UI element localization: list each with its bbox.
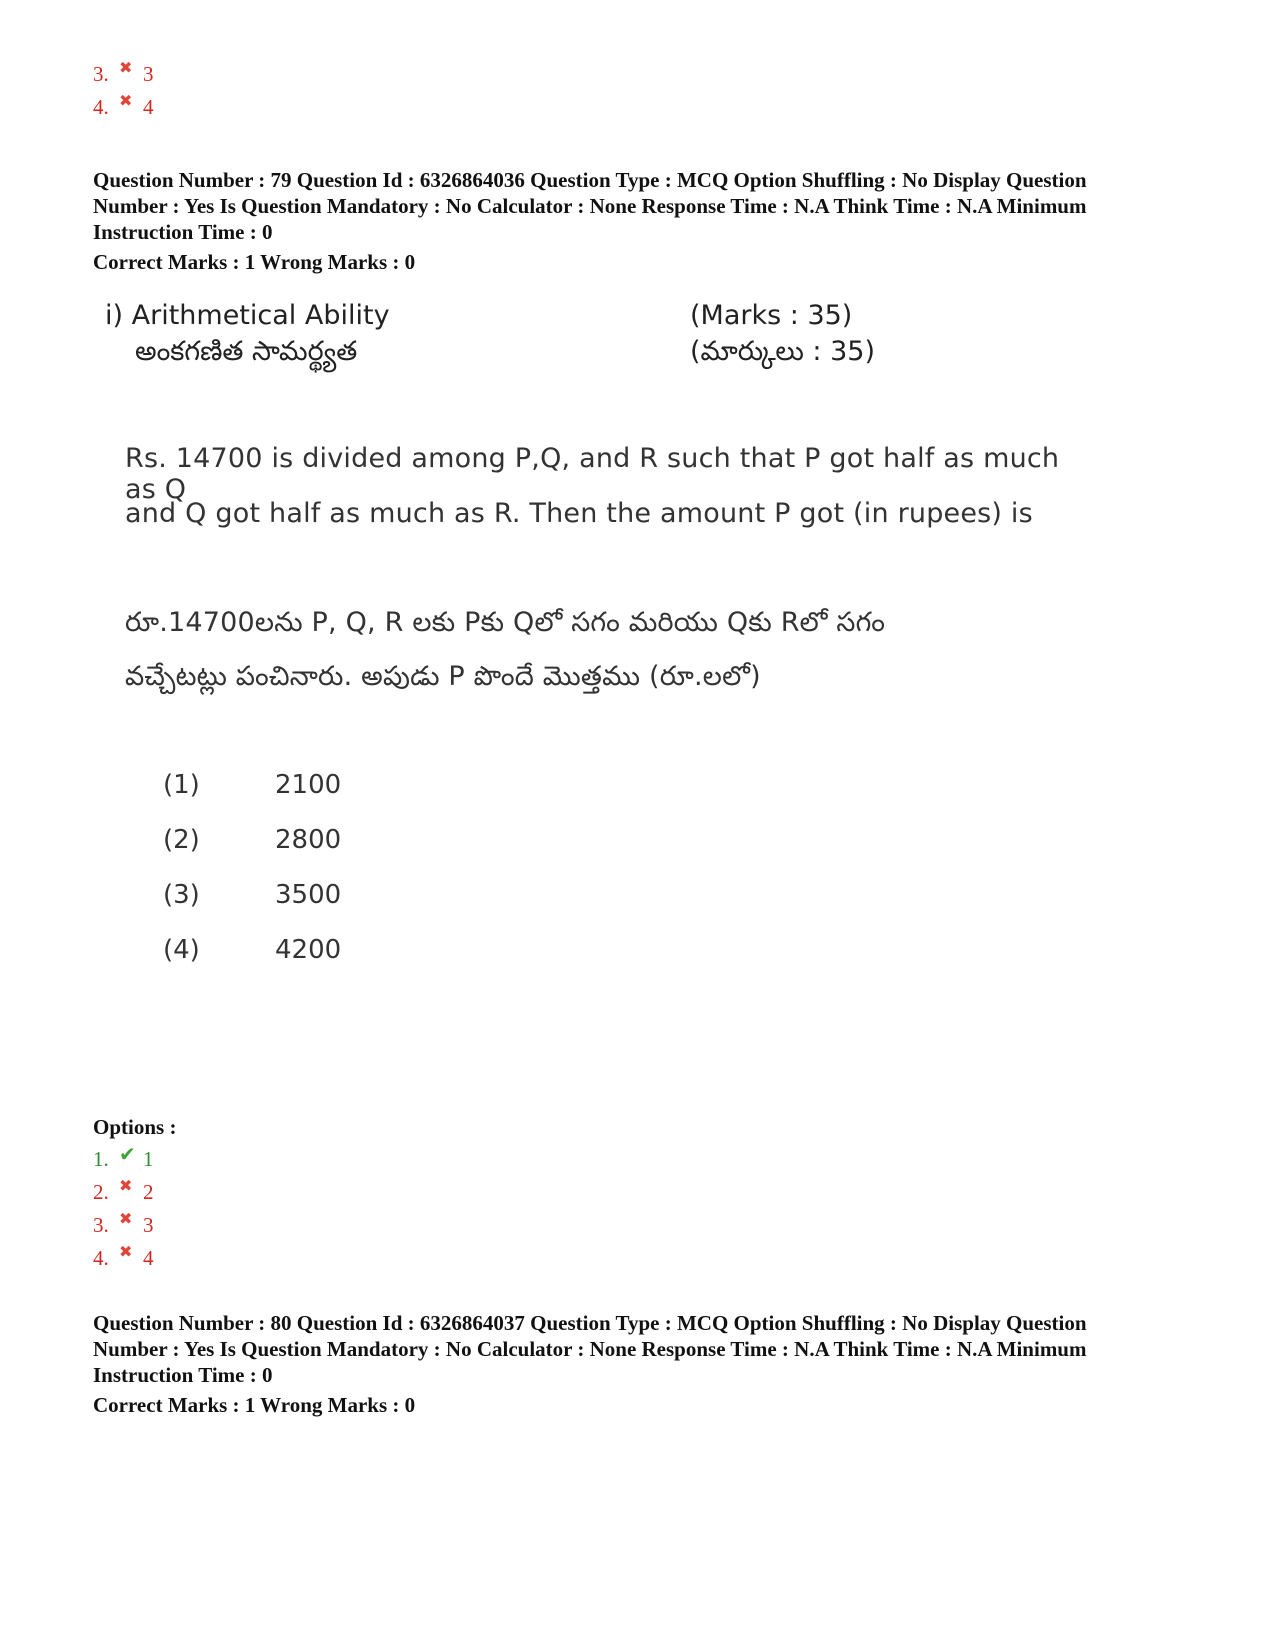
question-79-body bbox=[93, 300, 1093, 1020]
question-79-options bbox=[93, 1143, 154, 1275]
question-text-en-line2: and Q got half as much as R. Then the amount P got (in rupees) is bbox=[125, 498, 1033, 529]
section-title-en: i) Arithmetical Ability bbox=[105, 300, 390, 331]
marks-line: Correct Marks : 1 Wrong Marks : 0 bbox=[93, 250, 416, 274]
marks-line: Correct Marks : 1 Wrong Marks : 0 bbox=[93, 1393, 416, 1417]
question-79-meta bbox=[93, 167, 1193, 275]
option-number: 4. bbox=[93, 95, 109, 119]
cross-icon: ✖ bbox=[119, 1178, 133, 1195]
option-row bbox=[93, 1242, 154, 1275]
section-title-te: అంకగణిత సామర్థ్యత bbox=[135, 336, 358, 367]
option-number: 4. bbox=[93, 1246, 109, 1270]
option-row bbox=[93, 91, 154, 124]
cross-icon: ✖ bbox=[119, 1211, 133, 1228]
answer-choice bbox=[163, 935, 341, 965]
option-number: 2. bbox=[93, 1180, 109, 1204]
answer-choice bbox=[163, 880, 341, 910]
choice-value: 4200 bbox=[275, 935, 342, 965]
choice-number: (3) bbox=[163, 880, 200, 910]
cross-icon: ✖ bbox=[119, 93, 133, 110]
question-text-te-line1: రూ.14700లను P, Q, R లకు Pకు Qలో సగం మరియు Qకు Rలో సగం bbox=[125, 607, 886, 638]
meta-line: Instruction Time : 0 bbox=[93, 220, 273, 244]
question-80-meta bbox=[93, 1310, 1193, 1418]
option-label: 2 bbox=[143, 1180, 154, 1204]
answer-choice bbox=[163, 825, 341, 855]
answer-choice bbox=[163, 770, 341, 800]
check-icon: ✔ bbox=[119, 1144, 136, 1166]
choice-number: (1) bbox=[163, 770, 200, 800]
choice-value: 2800 bbox=[275, 825, 342, 855]
meta-line: Instruction Time : 0 bbox=[93, 1363, 273, 1387]
cross-icon: ✖ bbox=[119, 60, 133, 77]
choice-number: (4) bbox=[163, 935, 200, 965]
choice-value: 2100 bbox=[275, 770, 342, 800]
option-number: 3. bbox=[93, 62, 109, 86]
option-number: 1. bbox=[93, 1147, 109, 1171]
cross-icon: ✖ bbox=[119, 1244, 133, 1261]
option-label: 3 bbox=[143, 1213, 154, 1237]
meta-line: Number : Yes Is Question Mandatory : No Calculator : None Response Time : N.A Think Time : N.A Minimum bbox=[93, 194, 1087, 218]
meta-line: Number : Yes Is Question Mandatory : No Calculator : None Response Time : N.A Think Time : N.A Minimum bbox=[93, 1337, 1087, 1361]
option-number: 3. bbox=[93, 1213, 109, 1237]
previous-options bbox=[93, 58, 154, 124]
options-heading: Options : bbox=[93, 1115, 177, 1139]
section-marks-te: (మార్కులు : 35) bbox=[690, 336, 875, 367]
option-label: 4 bbox=[143, 95, 154, 119]
meta-line: Question Number : 79 Question Id : 6326864036 Question Type : MCQ Option Shuffling : No Display Question bbox=[93, 168, 1087, 192]
option-label: 3 bbox=[143, 62, 154, 86]
choice-number: (2) bbox=[163, 825, 200, 855]
meta-line: Question Number : 80 Question Id : 6326864037 Question Type : MCQ Option Shuffling : No Display Question bbox=[93, 1311, 1087, 1335]
question-text-te-line2: వచ్చేటట్లు పంచినారు. అపుడు P పొందే మొత్తము (రూ.లలో) bbox=[125, 661, 761, 692]
question-text-en-line1: Rs. 14700 is divided among P,Q, and R such that P got half as much as Q bbox=[125, 443, 1060, 505]
choice-value: 3500 bbox=[275, 880, 342, 910]
section-marks-en: (Marks : 35) bbox=[690, 300, 853, 331]
option-label: 4 bbox=[143, 1246, 154, 1270]
option-label: 1 bbox=[143, 1147, 154, 1171]
